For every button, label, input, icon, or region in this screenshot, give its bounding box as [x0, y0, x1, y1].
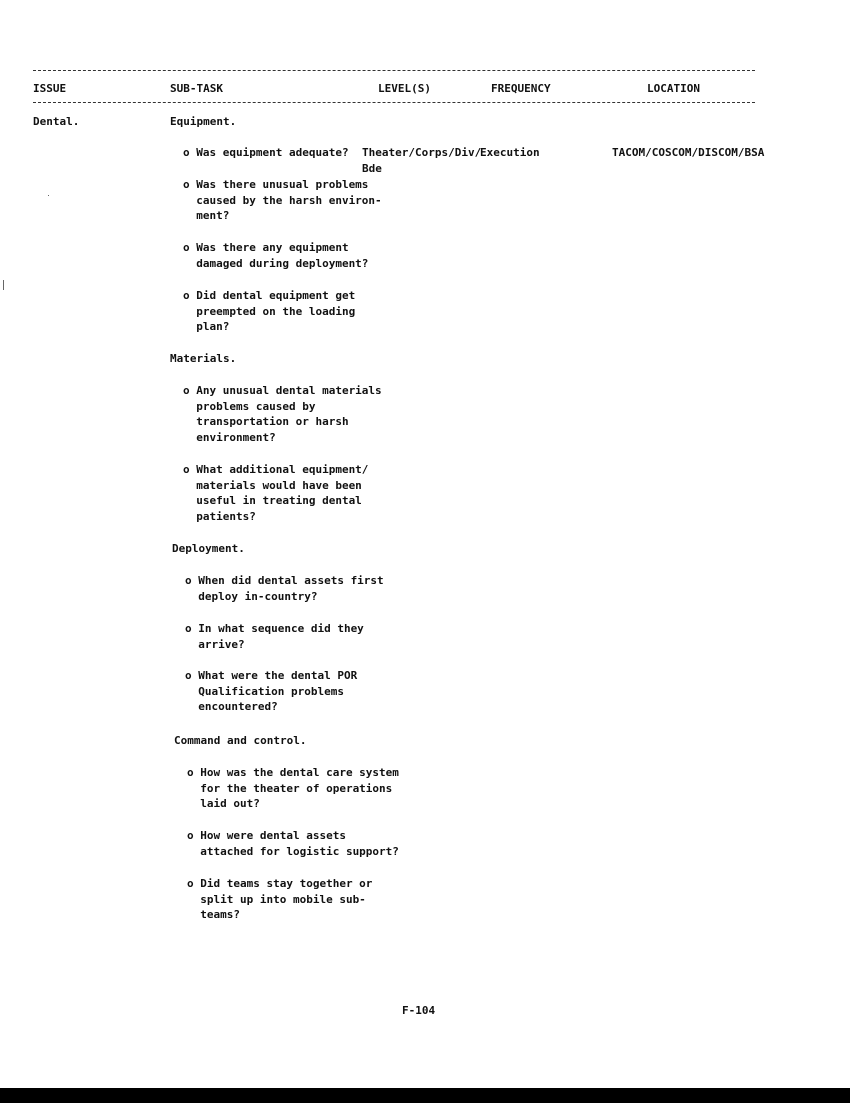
- subtask-item: o Was there any equipment damaged during deployment?: [183, 241, 369, 270]
- top-rule: [33, 70, 755, 71]
- section-heading-materials: Materials.: [170, 352, 237, 365]
- header-subtask: SUB-TASK: [170, 82, 223, 95]
- page-number: F-104: [402, 1004, 436, 1017]
- location-cell: TACOM/COSCOM/DISCOM/BSA: [612, 146, 765, 159]
- subtask-item: o How was the dental care system for the theater of operations laid out?: [187, 766, 399, 810]
- subtask-item: o Did dental equipment get preempted on the loading plan?: [183, 289, 356, 333]
- section-heading-deployment: Deployment.: [172, 542, 245, 555]
- header-frequency: FREQUENCY: [491, 82, 551, 95]
- subtask-item: o When did dental assets first deploy in-country?: [185, 574, 384, 603]
- scan-speck: [3, 280, 4, 290]
- subtask-item: o In what sequence did they arrive?: [185, 622, 364, 651]
- scan-speck: [48, 195, 49, 196]
- level-cell: Theater/Corps/Div/ Bde: [362, 146, 482, 175]
- header-issue: ISSUE: [33, 82, 67, 95]
- section-heading-equipment: Equipment.: [170, 115, 237, 128]
- subtask-item: o Did teams stay together or split up into mobile sub- teams?: [187, 877, 373, 921]
- subtask-item: o Any unusual dental materials problems caused by transportation or harsh environment?: [183, 384, 382, 444]
- issue-cell: Dental.: [33, 115, 80, 128]
- frequency-cell: Execution: [480, 146, 540, 159]
- scan-bottom-edge: [0, 1088, 850, 1103]
- header-rule: [33, 102, 755, 103]
- header-location: LOCATION: [647, 82, 700, 95]
- subtask-item: o What additional equipment/ materials would have been useful in treating dental patients?: [183, 463, 369, 523]
- subtask-item: o What were the dental POR Qualification problems encountered?: [185, 669, 358, 713]
- header-levels: LEVEL(S): [378, 82, 431, 95]
- subtask-item: o Was there unusual problems caused by the harsh environ- ment?: [183, 178, 382, 222]
- subtask-item: o Was equipment adequate?: [183, 146, 349, 159]
- section-heading-command-control: Command and control.: [174, 734, 307, 747]
- subtask-item: o How were dental assets attached for logistic support?: [187, 829, 399, 858]
